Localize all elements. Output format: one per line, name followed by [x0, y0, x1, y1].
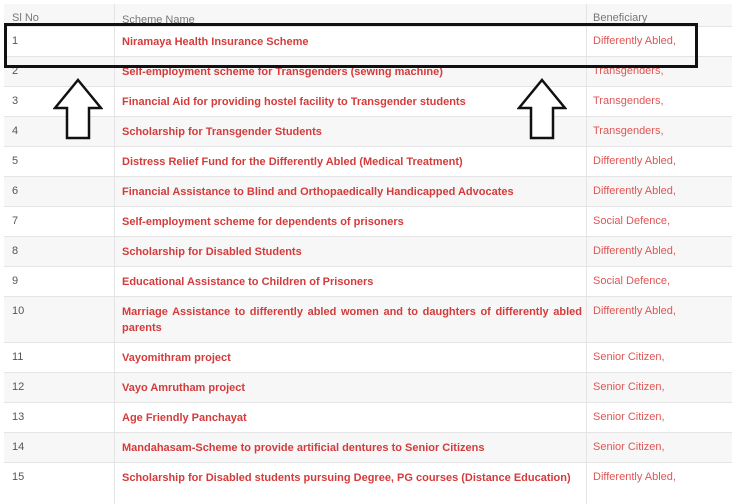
- row-number: 11: [12, 351, 24, 363]
- row-number: 14: [12, 441, 25, 453]
- row-number: 4: [12, 125, 19, 137]
- beneficiary-label: Social Defence,: [593, 275, 671, 287]
- row-number: 2: [12, 65, 19, 77]
- scheme-link[interactable]: Self-employment scheme for Transgenders (sewing machine): [122, 66, 443, 78]
- scheme-link[interactable]: Educational Assistance to Children of Prisoners: [122, 276, 374, 288]
- scheme-link[interactable]: Mandahasam-Scheme to provide artificial dentures to Senior Citizens: [122, 442, 485, 454]
- row-number: 9: [12, 275, 19, 287]
- scheme-link[interactable]: Financial Assistance to Blind and Orthopaedically Handicapped Advocates: [122, 186, 514, 198]
- column-divider: [586, 4, 587, 504]
- beneficiary-label: Senior Citizen,: [593, 441, 665, 453]
- scheme-link[interactable]: Scholarship for Disabled Students: [122, 246, 302, 258]
- scheme-link[interactable]: Age Friendly Panchayat: [122, 412, 247, 424]
- row-number: 5: [12, 155, 19, 167]
- row-number: 12: [12, 381, 25, 393]
- beneficiary-label: Senior Citizen,: [593, 351, 665, 363]
- beneficiary-label: Social Defence,: [593, 215, 671, 227]
- row-number: 15: [12, 471, 25, 483]
- row-number: 3: [12, 95, 19, 107]
- up-arrow-icon: [517, 78, 567, 140]
- header-beneficiary: Beneficiary: [593, 12, 648, 24]
- scheme-link[interactable]: Self-employment scheme for dependents of prisoners: [122, 216, 404, 228]
- scheme-link[interactable]: Niramaya Health Insurance Scheme: [122, 36, 309, 48]
- scheme-link[interactable]: Financial Aid for providing hostel facility to Transgender students: [122, 96, 466, 108]
- row-number: 7: [12, 215, 19, 227]
- scheme-link[interactable]: Marriage Assistance to differently abled women and to daughters of differently abled parents: [122, 306, 582, 334]
- highlight-box: [4, 23, 698, 68]
- beneficiary-label: Differently Abled,: [593, 35, 676, 47]
- header-sl-no: Sl No: [12, 12, 39, 24]
- beneficiary-label: Differently Abled,: [593, 245, 676, 257]
- scheme-link[interactable]: Scholarship for Transgender Students: [122, 126, 322, 138]
- beneficiary-label: Senior Citizen,: [593, 411, 665, 423]
- beneficiary-label: Differently Abled,: [593, 185, 676, 197]
- beneficiary-label: Differently Abled,: [593, 155, 676, 167]
- scheme-link[interactable]: Vayomithram project: [122, 352, 231, 364]
- scheme-link[interactable]: Vayo Amrutham project: [122, 382, 246, 394]
- scheme-link[interactable]: Distress Relief Fund for the Differently Abled (Medical Treatment): [122, 156, 463, 168]
- row-number: 1: [12, 35, 19, 47]
- beneficiary-label: Differently Abled,: [593, 305, 676, 317]
- header-scheme-name: Scheme Name: [122, 14, 195, 26]
- row-number: 10: [12, 305, 25, 317]
- scheme-link[interactable]: Scholarship for Disabled students pursuing Degree, PG courses (Distance Education): [122, 472, 571, 484]
- beneficiary-label: Differently Abled,: [593, 471, 676, 483]
- row-number: 6: [12, 185, 19, 197]
- row-number: 8: [12, 245, 19, 257]
- beneficiary-label: Transgenders,: [593, 125, 664, 137]
- beneficiary-label: Transgenders,: [593, 95, 664, 107]
- column-divider: [114, 4, 115, 504]
- beneficiary-label: Senior Citizen,: [593, 381, 665, 393]
- row-number: 13: [12, 411, 25, 423]
- up-arrow-icon: [53, 78, 103, 140]
- beneficiary-label: Transgenders,: [593, 65, 664, 77]
